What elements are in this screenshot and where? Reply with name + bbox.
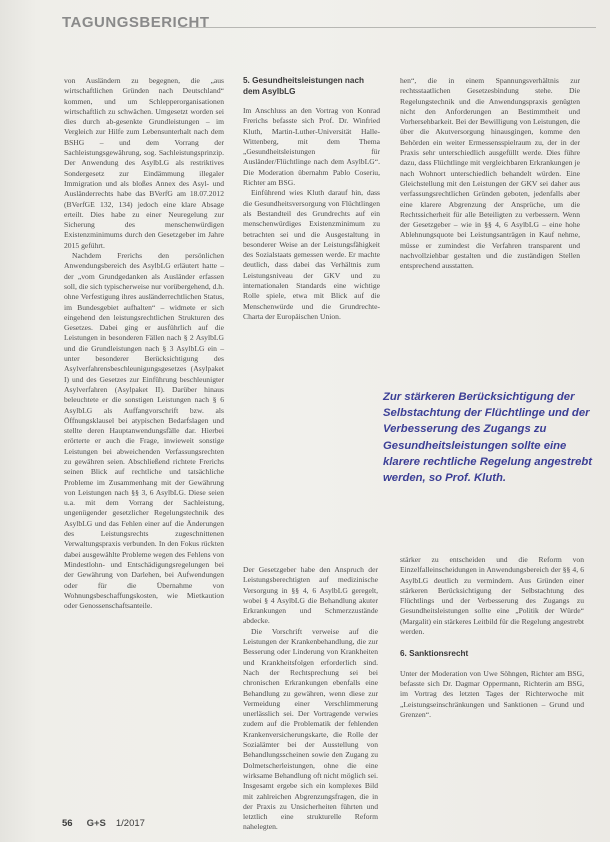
- column2-paragraph-2: Einführend wies Kluth darauf hin, dass die Gesundheitsversorgung von Flüchtlingen als Bestandteil des Grundrechts auf ein menschenwürdiges Existenzminimum zu betrachten sei und die Ausgestaltung in besonderer Weise an der Leistungsfähigkeit des Sozialstaats gemessen werde. Er machte deutlich, dass dabei das Verhältnis zum Leistungsniveau der GKV und zu internationalen Standards eine wichtige Rolle spiele, etwa mit Blick auf die Menschenwürde und die Grundrechte-Charta der Europäischen Union.: [243, 188, 380, 321]
- column2-paragraph-1: Im Anschluss an den Vortrag von Konrad Frerichs befasste sich Prof. Dr. Winfried Kluth, Martin-Luther-Universität Halle-Wittenberg, mit dem Thema „Gesundheitsleistungen für Ausländer/Flüchtlinge nach dem AsylbLG“. Die Moderation übernahm Pablo Coseriu, Richter am BSG.: [243, 106, 380, 188]
- page-number: 56: [62, 818, 73, 829]
- column2-paragraph-3: Der Gesetzgeber habe den Anspruch der Leistungsberechtigten auf medizinische Versorgung in §§ 4, 6 AsylbLG geregelt, wobei § 4 AsylbLG die Behandlung akuter Erkrankungen und Schmerzzustände abdecke.: [243, 565, 378, 626]
- column2-paragraph-4: Die Vorschrift verweise auf die Leistungen der Krankenbehandlung, die zur Besserung oder Linderung von Krankheiten und Krankheitsfolgen erforderlich sind. Nach der Rechtsprechung sei bei chronischen Erkrankungen ebenfalls eine Behandlung zu gewähren, wenn diese zur Vermeidung einer Verschlimmerung unerlässlich sei. Der Vortragende verwies zudem auf die Problematik der fehlenden Krankenversicherungskarte, die Rolle der Sozialämter bei der Ausstellung von Behandlungsscheinen sowie den Zugang zu Dolmetscherleistungen, ohne die eine wirksame Behandlung oft nicht möglich sei. Insgesamt ergebe sich ein komplexes Bild mit zahlreichen Abgrenzungsfragen, die in der Praxis zu Unsicherheiten führten und letztlich eine strukturelle Reform nahelegten.: [243, 626, 378, 832]
- column1-paragraph-2: Nachdem Frerichs den persönlichen Anwendungsbereich des AsylbLG erläutert hatte – der „vom Grundgedanken als Ausländer erfassen soll, die sich typischerweise nur vorübergehend, d.h. ohne Verfestigung ihres ausländerrechtlichen Status, im Bundesgebiet aufhalten“ – widmete er sich eingehend den leistungsrechtlichen Strukturen des Gesetzes. Dabei ging er ausführlich auf die Leistungen in besonderen Fällen nach § 2 AsylbLG und die Grundleistungen nach § 3 AsylbLG ein – unter besonderer Berücksichtigung des Asylverfahrensbeschleunigungsgesetzes (Asylpaket I) und des Gesetzes zur Einführung beschleunigter Asylverfahren (Asylpaket II). Darüber hinaus beleuchtete er die sonstigen Leistungen nach § 6 AsylbLG als Auffangvorschrift bzw. als Öffnungsklausel bei atypischen Bedarfslagen und stellte deren Hauptanwendungsfälle dar. Hierbei erörterte er auch die Frage, inwieweit sonstige Leistungen bei abweichenden Verfassungsrechten zu gewähren seien. Abschließend richtete Frerichs seinen Blick auf rechtliche und tatsächliche Probleme im Zusammenhang mit der Gewährung von Leistungen nach §§ 3, 6 AsylbLG. Diese seien u.a. mit dem Vorrang der Sachleistung, ungenügender gesetzlicher Regelungstechnik des AsylbLG und das Fehlen einer auf die Änderungen des Leistungsrechts zugeschnittenen Verwaltungspraxis verbunden. In den Fokus rückten dabei ausgewählte Probleme wegen des Fehlens von Mindestlohn- und Entschädigungsregelungen bei der Gewährung von Darlehen, bei Aufwendungen oder für die Übernahme von Wohnungsbeschaffungskosten, wie Mietkaution oder Genossenschaftsanteile.: [64, 251, 224, 611]
- section-heading-sanktionsrecht: 6. Sanktionsrecht: [400, 649, 469, 659]
- section-header-title: TAGUNGSBERICHT: [62, 14, 210, 31]
- article-column-3-bottom: [400, 555, 584, 720]
- article-column-2: [243, 76, 380, 322]
- column3-paragraph-2: stärker zu entscheiden und die Reform von Einzelfalleinscheidungen in Anwendungsbereich der §§ 4, 6 AsylbLG deutlich zu vermindern. Aus Gründen einer stärkeren Berücksichtigung der Selbstachtung des Flüchtlings und der Verbesserung des Zugangs zu Gesundheitsleistungen sollte eine „Politik der Würde“ (Margalit) ein stärkeres Leitbild für die Regelung angestrebt werden.: [400, 555, 584, 637]
- article-column-2-lower: [243, 565, 378, 833]
- column1-paragraph-1: von Ausländern zu begegnen, die „aus wirtschaftlichen Gründen nach Deutschland“ kommen, und um Schlepperorganisationen wirtschaftlich zu schwächen. Umgesetzt worden sei dies durch ab-gesenkte Grundleistungen – im Vergleich zur Hilfe zum Lebensunterhalt nach dem BSHG – und dem Vorrang der Sachleistungsgewährung, sog. Sachleistungsprinzip. Der Anwendung des AsylbLG als restriktives Sondergesetz zur Eindämmung illegaler Immigration und als bloßes Annex des Asyl- und Ausländerrechts habe das BVerfG am 18.07.2012 (BVerfGE 132, 134) jedoch eine klare Absage erteilt. Dies habe zu einer Neuregelung zur Sicherung des menschenwürdigen Existenzminimums durch den Gesetzgeber im Jahre 2015 geführt.: [64, 76, 224, 250]
- article-column-3-top: [400, 76, 580, 272]
- column3-paragraph-1: hen“, die in einem Spannungsverhältnis zur rechtsstaatlichen Gesetzesbindung stehe. Die Regelungstechnik und die Anwendungspraxis genügten nicht den Anforderungen an Bestimmtheit und Vorhersehbarkeit. Bei der Bewilligung von Leistungen, die über die Akutversorgung hinausgingen, komme den Behörden ein weiter Ermessensspielraum zu, der in der Praxis sehr unterschiedlich ausgefüllt werde. Dies führe dazu, dass Flüchtlinge mit vergleichbaren Erkrankungen je nach Wohnort unterschiedlich behandelt würden. Eine Gleichstellung mit den Leistungen der GKV sei daher aus verfassungsrechtlichen Gründen geboten, jedenfalls aber eine klarere Abgrenzung der Ansprüche, um die Rechtssicherheit für alle Beteiligten zu verbessern. Wenn der Gesetzgeber – wie in §§ 4, 6 AsylbLG – eine hohe Ablehnungsquote bei Leistungsanträgen in Kauf nehme, müsse er zumindest die Verfahren transparent und nachvollziehbar gestalten und die zuständigen Stellen entsprechend ausstatten.: [400, 76, 580, 271]
- magazine-brand: G+S: [86, 818, 106, 829]
- article-column-1: [64, 76, 224, 611]
- column3-paragraph-3: Unter der Moderation von Uwe Söhngen, Richter am BSG, befasste sich Dr. Dagmar Oppermann, Richterin am BSG, im Vortrag des letzten Tages der Richterwoche mit „Leistungseinschränkungen und Sanktionen – Grund und Grenzen“.: [400, 668, 584, 720]
- pull-quote: Zur stärkeren Berücksichtigung der Selbstachtung der Flüchtlinge und der Verbesserung des Zugangs zu Gesundheitsleistungen sollte eine klarere rechtliche Regelung angestrebt werden, so Prof. Kluth.: [383, 391, 593, 485]
- page-footer: [62, 818, 145, 829]
- issue-number: 1/2017: [115, 818, 145, 829]
- section-heading-gesundheitsleistungen: 5. Gesundheitsleistungen nach dem AsylbLG: [243, 76, 365, 96]
- header-rule-divider: [178, 27, 596, 28]
